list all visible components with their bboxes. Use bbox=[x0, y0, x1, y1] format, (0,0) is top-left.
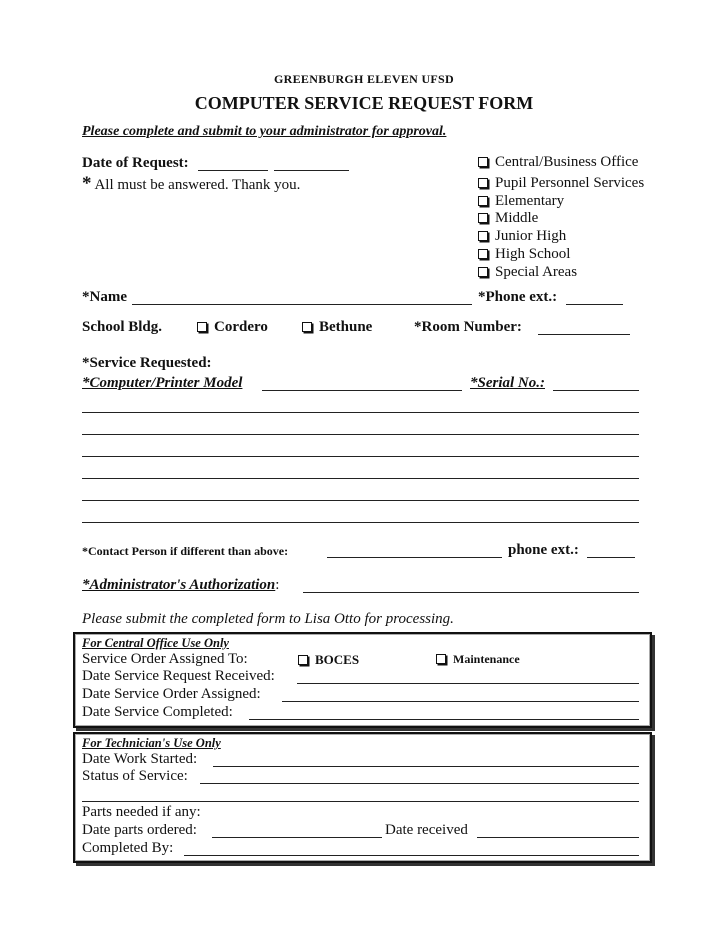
date-parts-ordered-field[interactable] bbox=[212, 837, 382, 838]
service-description-line[interactable] bbox=[82, 522, 639, 523]
checkbox-icon[interactable] bbox=[478, 249, 488, 259]
office-option[interactable]: Middle bbox=[478, 210, 644, 228]
date-request-received-field[interactable] bbox=[297, 683, 639, 684]
checkbox-icon[interactable] bbox=[478, 231, 488, 241]
office-option[interactable]: High School bbox=[478, 246, 644, 264]
date-of-request-field[interactable] bbox=[198, 170, 268, 171]
technician-heading: For Technician's Use Only bbox=[82, 736, 221, 750]
required-star: * bbox=[82, 173, 92, 194]
service-description-line[interactable] bbox=[82, 412, 639, 413]
maintenance-option[interactable]: Maintenance bbox=[436, 652, 520, 667]
date-parts-ordered-label: Date parts ordered: bbox=[82, 822, 197, 838]
submit-note: Please submit the completed form to Lisa Otto for processing. bbox=[82, 611, 454, 627]
name-label: *Name bbox=[82, 289, 127, 305]
status-of-service-field[interactable] bbox=[200, 783, 639, 784]
status-of-service-field-2[interactable] bbox=[82, 801, 639, 802]
admin-authorization-field[interactable] bbox=[303, 592, 639, 593]
room-number-label: *Room Number: bbox=[414, 319, 522, 335]
service-description-line[interactable] bbox=[82, 478, 639, 479]
office-option[interactable]: Elementary bbox=[478, 193, 644, 211]
office-option[interactable]: Pupil Personnel Services bbox=[478, 175, 644, 193]
date-of-request-field-2[interactable] bbox=[274, 170, 349, 171]
completed-by-label: Completed By: bbox=[82, 840, 174, 856]
phone-ext-field[interactable] bbox=[566, 304, 623, 305]
room-number-field[interactable] bbox=[538, 334, 630, 335]
office-option[interactable]: Junior High bbox=[478, 228, 644, 246]
date-work-started-label: Date Work Started: bbox=[82, 751, 198, 767]
office-option[interactable]: Central/Business Office bbox=[478, 154, 644, 172]
office-checkbox-list bbox=[478, 154, 644, 282]
date-work-started-field[interactable] bbox=[213, 766, 639, 767]
contact-person-label: *Contact Person if different than above: bbox=[82, 544, 289, 558]
service-description-line[interactable] bbox=[82, 500, 639, 501]
date-received-label: Date received bbox=[385, 822, 468, 838]
district-name: GREENBURGH ELEVEN UFSD bbox=[274, 72, 454, 86]
admin-authorization-label: *Administrator's Authorization bbox=[82, 577, 276, 593]
contact-phone-field[interactable] bbox=[587, 557, 635, 558]
date-service-completed-label: Date Service Completed: bbox=[82, 704, 233, 720]
name-field[interactable] bbox=[132, 304, 472, 305]
service-description-line[interactable] bbox=[82, 434, 639, 435]
parts-needed-label: Parts needed if any: bbox=[82, 804, 201, 820]
computer-model-field[interactable] bbox=[262, 390, 462, 391]
date-order-assigned-label: Date Service Order Assigned: bbox=[82, 686, 261, 702]
form-title: COMPUTER SERVICE REQUEST FORM bbox=[194, 93, 534, 113]
date-service-completed-field[interactable] bbox=[249, 719, 639, 720]
checkbox-icon[interactable] bbox=[478, 178, 488, 188]
serial-number-label: *Serial No.: bbox=[470, 375, 545, 391]
contact-phone-label: phone ext.: bbox=[508, 542, 579, 558]
service-requested-label: *Service Requested: bbox=[82, 355, 212, 371]
date-of-request-label: Date of Request: bbox=[82, 155, 189, 171]
required-note bbox=[82, 173, 300, 195]
service-description-line[interactable] bbox=[82, 456, 639, 457]
office-option[interactable]: Special Areas bbox=[478, 264, 644, 282]
boces-option[interactable]: BOCES bbox=[298, 652, 359, 668]
school-option-bethune[interactable]: Bethune bbox=[302, 319, 372, 336]
form-instruction: Please complete and submit to your administrator for approval. bbox=[82, 124, 447, 139]
computer-model-label: *Computer/Printer Model bbox=[82, 375, 243, 391]
required-note-text: All must be answered. Thank you. bbox=[94, 177, 301, 193]
checkbox-icon[interactable] bbox=[436, 654, 446, 664]
school-option-cordero[interactable]: Cordero bbox=[197, 319, 268, 336]
school-building-label: School Bldg. bbox=[82, 319, 163, 335]
phone-ext-label: *Phone ext.: bbox=[478, 289, 558, 305]
central-office-heading: For Central Office Use Only bbox=[82, 636, 229, 650]
status-of-service-label: Status of Service: bbox=[82, 768, 188, 784]
checkbox-icon[interactable] bbox=[197, 322, 207, 332]
date-request-received-label: Date Service Request Received: bbox=[82, 668, 275, 684]
checkbox-icon[interactable] bbox=[302, 322, 312, 332]
checkbox-icon[interactable] bbox=[478, 267, 488, 277]
date-order-assigned-field[interactable] bbox=[282, 701, 639, 702]
service-order-assigned-label: Service Order Assigned To: bbox=[82, 651, 248, 667]
checkbox-icon[interactable] bbox=[298, 655, 308, 665]
contact-person-field[interactable] bbox=[327, 557, 502, 558]
admin-authorization: *Administrator's Authorization: bbox=[82, 577, 280, 593]
completed-by-field[interactable] bbox=[184, 855, 639, 856]
checkbox-icon[interactable] bbox=[478, 157, 488, 167]
date-received-field[interactable] bbox=[477, 837, 639, 838]
serial-number-field[interactable] bbox=[553, 390, 639, 391]
checkbox-icon[interactable] bbox=[478, 213, 488, 223]
checkbox-icon[interactable] bbox=[478, 196, 488, 206]
